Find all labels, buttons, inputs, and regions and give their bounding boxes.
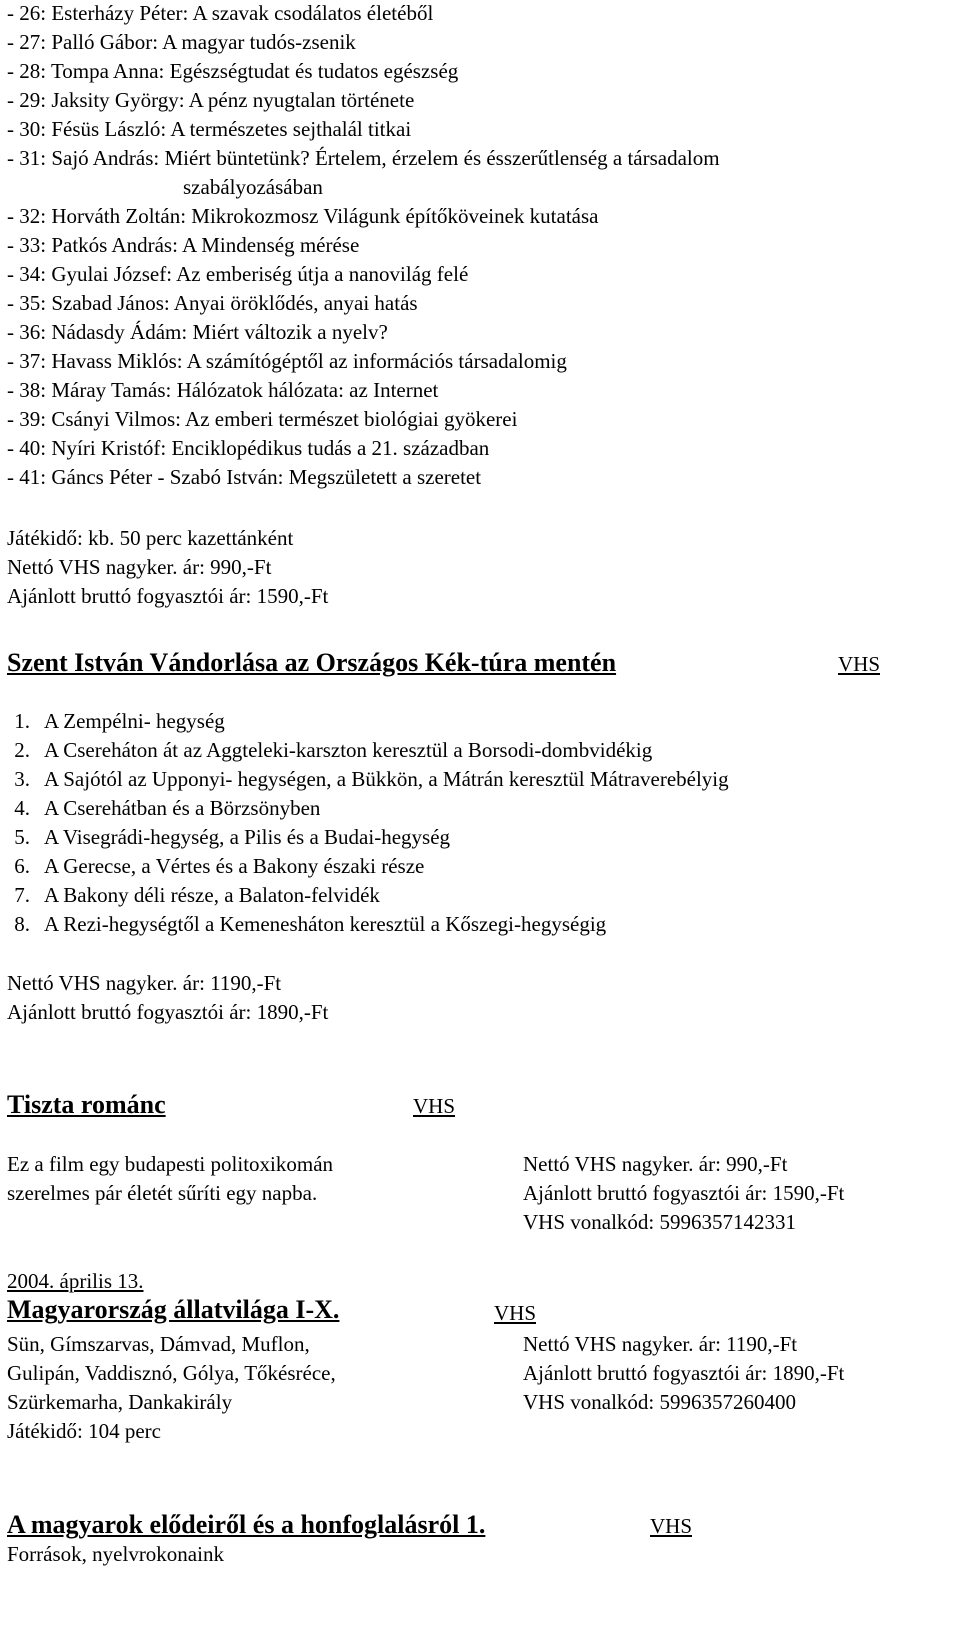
net-price: Nettó VHS nagyker. ár: 1190,-Ft — [523, 1332, 798, 1356]
list-item: - 36: Nádasdy Ádám: Miért változik a nyelv? — [7, 320, 388, 344]
retail-price: Ajánlott bruttó fogyasztói ár: 1890,-Ft — [523, 1361, 845, 1385]
episode-number: 4. — [14, 796, 30, 820]
runtime: Játékidő: 104 perc — [7, 1419, 161, 1443]
episode-number: 3. — [14, 767, 30, 791]
net-price: Nettó VHS nagyker. ár: 1190,-Ft — [7, 971, 282, 995]
list-item: - 41: Gáncs Péter - Szabó István: Megszületett a szeretet — [7, 465, 482, 489]
episode-item — [0, 882, 380, 908]
episode-number: 8. — [14, 912, 30, 936]
retail-price: Ajánlott bruttó fogyasztói ár: 1590,-Ft — [7, 584, 329, 608]
format-badge: VHS — [838, 652, 881, 676]
product-title: Szent István Vándorlása az Országos Kék-túra mentén — [7, 648, 617, 677]
net-price: Nettó VHS nagyker. ár: 990,-Ft — [7, 555, 272, 579]
list-item: - 37: Havass Miklós: A számítógéptől az információs társadalomig — [7, 349, 567, 373]
list-item: - 38: Máray Tamás: Hálózatok hálózata: az Internet — [7, 378, 439, 402]
retail-price: Ajánlott bruttó fogyasztói ár: 1590,-Ft — [523, 1181, 845, 1205]
episode-title: A Sajótól az Upponyi- hegységen, a Bükkön, a Mátrán keresztül Mátraverebélyig — [44, 767, 729, 791]
barcode: VHS vonalkód: 5996357260400 — [523, 1390, 796, 1414]
animal-list: Szürkemarha, Dankakirály — [7, 1390, 233, 1414]
list-item: - 27: Palló Gábor: A magyar tudós-zsenik — [7, 30, 356, 54]
product-title: Tiszta románc — [7, 1090, 166, 1119]
list-item: - 29: Jaksity György: A pénz nyugtalan története — [7, 88, 415, 112]
list-item: - 28: Tompa Anna: Egészségtudat és tudatos egészség — [7, 59, 459, 83]
barcode: VHS vonalkód: 5996357142331 — [523, 1210, 796, 1234]
list-item: - 31: Sajó András: Miért büntetünk? Értelem, érzelem és ésszerűtlenség a társadalom — [7, 146, 720, 170]
format-badge: VHS — [413, 1094, 456, 1118]
episode-number: 2. — [14, 738, 30, 762]
episode-number: 7. — [14, 883, 30, 907]
episode-title: A Cserehátban és a Börzsönyben — [44, 796, 321, 820]
release-date: 2004. április 13. — [7, 1269, 144, 1293]
episode-number: 6. — [14, 854, 30, 878]
episode-item — [0, 911, 606, 937]
list-item: - 26: Esterházy Péter: A szavak csodálatos életéből — [7, 1, 434, 25]
retail-price: Ajánlott bruttó fogyasztói ár: 1890,-Ft — [7, 1000, 329, 1024]
episode-item — [0, 824, 450, 850]
episode-title: A Gerecse, a Vértes és a Bakony északi része — [44, 854, 425, 878]
format-badge: VHS — [494, 1301, 537, 1325]
animal-list: Sün, Gímszarvas, Dámvad, Muflon, — [7, 1332, 310, 1356]
episode-title: A Csereháton át az Aggteleki-karszton keresztül a Borsodi-dombvidékig — [44, 738, 653, 762]
episode-number: 1. — [14, 709, 30, 733]
list-item: - 32: Horváth Zoltán: Mikrokozmosz Világunk építőköveinek kutatása — [7, 204, 599, 228]
runtime: Játékidő: kb. 50 perc kazettánként — [7, 526, 294, 550]
list-item: - 30: Fésüs László: A természetes sejthalál titkai — [7, 117, 412, 141]
episode-title: A Visegrádi-hegység, a Pilis és a Budai-hegység — [44, 825, 451, 849]
episode-title: A Bakony déli része, a Balaton-felvidék — [44, 883, 380, 907]
episode-item — [0, 708, 225, 734]
episode-item — [0, 853, 424, 879]
product-title: Magyarország állatvilága I-X. — [7, 1295, 340, 1324]
episode-title: A Zempélni- hegység — [44, 709, 225, 733]
format-badge: VHS — [650, 1514, 693, 1538]
episode-title: A Rezi-hegységtől a Kemenesháton keresztül a Kőszegi-hegységig — [44, 912, 607, 936]
episode-item — [0, 766, 729, 792]
list-item: - 33: Patkós András: A Mindenség mérése — [7, 233, 360, 257]
product-title: A magyarok elődeiről és a honfoglalásról 1. — [7, 1510, 486, 1539]
list-item: - 39: Csányi Vilmos: Az emberi természet biológiai gyökerei — [7, 407, 518, 431]
net-price: Nettó VHS nagyker. ár: 990,-Ft — [523, 1152, 788, 1176]
list-item-continuation: szabályozásában — [183, 175, 323, 199]
description: Ez a film egy budapesti politoxikomán — [7, 1152, 334, 1176]
list-item: - 34: Gyulai József: Az emberiség útja a nanovilág felé — [7, 262, 469, 286]
subtitle: Források, nyelvrokonaink — [7, 1542, 224, 1566]
episode-item — [0, 795, 320, 821]
episode-item — [0, 737, 652, 763]
animal-list: Gulipán, Vaddisznó, Gólya, Tőkésréce, — [7, 1361, 336, 1385]
list-item: - 40: Nyíri Kristóf: Enciklopédikus tudás a 21. században — [7, 436, 490, 460]
description: szerelmes pár életét sűríti egy napba. — [7, 1181, 318, 1205]
list-item: - 35: Szabad János: Anyai öröklődés, anyai hatás — [7, 291, 418, 315]
episode-number: 5. — [14, 825, 30, 849]
